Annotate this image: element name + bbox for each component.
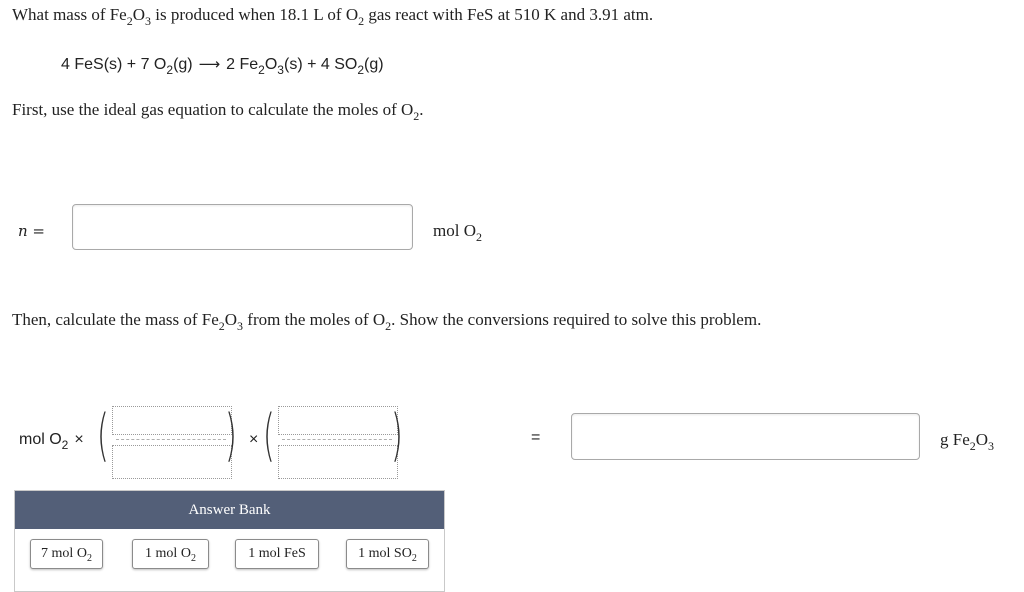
- factor2-denominator-dropzone[interactable]: [278, 445, 398, 479]
- factor1-denominator-dropzone[interactable]: [112, 445, 232, 479]
- step2-instruction: Then, calculate the mass of $Fe_2O_3$ from the moles of $O_2$. Show the conversions required to solve this problem.: [12, 310, 762, 333]
- step1-instruction: First, use the ideal gas equation to calculate the moles of $O_2$.: [12, 100, 424, 123]
- factor2-fraction-bar: [282, 439, 392, 440]
- right-paren-1: ): [224, 403, 237, 468]
- left-paren-2: (: [262, 403, 275, 468]
- factor1-numerator-dropzone[interactable]: [112, 406, 232, 435]
- mass-fe2o3-input[interactable]: [571, 413, 920, 460]
- equals-sign: =: [531, 429, 541, 446]
- multiply-sign: ×: [249, 431, 259, 448]
- tile-7-mol-o2[interactable]: 7 mol $O_2$: [30, 539, 103, 569]
- left-paren-1: (: [96, 403, 109, 468]
- answer-bank-title: Answer Bank: [15, 491, 444, 529]
- right-paren-2: ): [390, 403, 403, 468]
- tile-1-mol-fes[interactable]: 1 mol FeS: [235, 539, 319, 569]
- factor1-fraction-bar: [116, 439, 226, 440]
- mass-unit-label: g $Fe_2O_3$: [940, 430, 995, 453]
- question-text: What mass of $Fe_2O_3$ is produced when 18.1 L of $O_2$ gas react with FeS at 510 K and 3.91 atm.: [12, 5, 654, 28]
- moles-o2-input[interactable]: [72, 204, 413, 250]
- reaction-arrow-icon: ⟶: [198, 55, 221, 73]
- tile-1-mol-o2[interactable]: 1 mol $O_2$: [132, 539, 209, 569]
- moles-unit-label: mol $O_2$: [433, 221, 482, 244]
- reaction-equation: 4 FeS(s) + 7 $O_2(g)$ ⟶ 2 $Fe_2O_3(s) + 4$ $SO_2(g)$: [61, 55, 384, 77]
- factor2-numerator-dropzone[interactable]: [278, 406, 398, 435]
- n-label: n =: [18, 222, 45, 240]
- conversion-start-unit: mol $O_2$ ×: [19, 431, 84, 452]
- tile-1-mol-so2[interactable]: 1 mol $SO_2$: [346, 539, 429, 569]
